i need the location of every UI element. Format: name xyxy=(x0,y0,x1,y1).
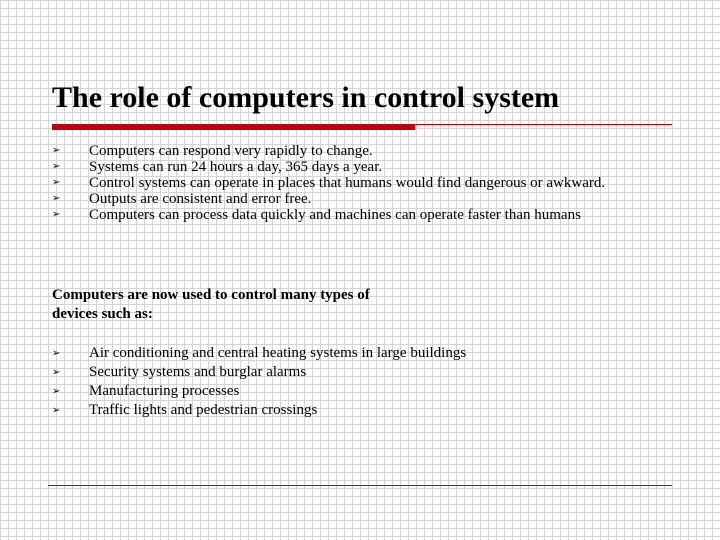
list-item xyxy=(52,159,652,175)
list-item xyxy=(52,175,652,191)
arrowhead-bullet-icon: ➢ xyxy=(52,145,61,156)
list-item-text: Air conditioning and central heating systems in large buildings xyxy=(89,345,467,361)
list-item xyxy=(52,143,652,159)
title-underline-thick xyxy=(52,124,415,130)
list-item xyxy=(52,191,652,207)
list-item-text: Traffic lights and pedestrian crossings xyxy=(89,402,318,418)
arrowhead-bullet-icon: ➢ xyxy=(52,177,61,188)
arrowhead-bullet-icon: ➢ xyxy=(52,405,61,416)
list-item xyxy=(52,401,652,420)
title-underline-thin xyxy=(415,124,672,125)
list-item-text: Security systems and burglar alarms xyxy=(89,364,307,380)
arrowhead-bullet-icon: ➢ xyxy=(52,161,61,172)
list-item xyxy=(52,382,652,401)
devices-intro: Computers are now used to control many types of devices such as: xyxy=(52,287,370,322)
arrowhead-bullet-icon: ➢ xyxy=(52,348,61,359)
arrowhead-bullet-icon: ➢ xyxy=(52,193,61,204)
arrowhead-bullet-icon: ➢ xyxy=(52,209,61,220)
slide-title: The role of computers in control system xyxy=(52,81,560,114)
list-item xyxy=(52,363,652,382)
list-item xyxy=(52,207,652,223)
footer-rule xyxy=(48,485,672,486)
arrowhead-bullet-icon: ➢ xyxy=(52,386,61,397)
list-item-text: Computers can process data quickly and machines can operate faster than humans xyxy=(89,207,581,223)
list-item xyxy=(52,344,652,363)
list-item-text: Control systems can operate in places that humans would find dangerous or awkward. xyxy=(89,175,606,191)
arrowhead-bullet-icon: ➢ xyxy=(52,367,61,378)
list-item-text: Outputs are consistent and error free. xyxy=(89,191,312,207)
devices-list xyxy=(52,344,652,420)
list-item-text: Computers can respond very rapidly to change. xyxy=(89,143,373,159)
list-item-text: Manufacturing processes xyxy=(89,383,240,399)
benefits-list xyxy=(52,143,652,223)
list-item-text: Systems can run 24 hours a day, 365 days a year. xyxy=(89,159,383,175)
